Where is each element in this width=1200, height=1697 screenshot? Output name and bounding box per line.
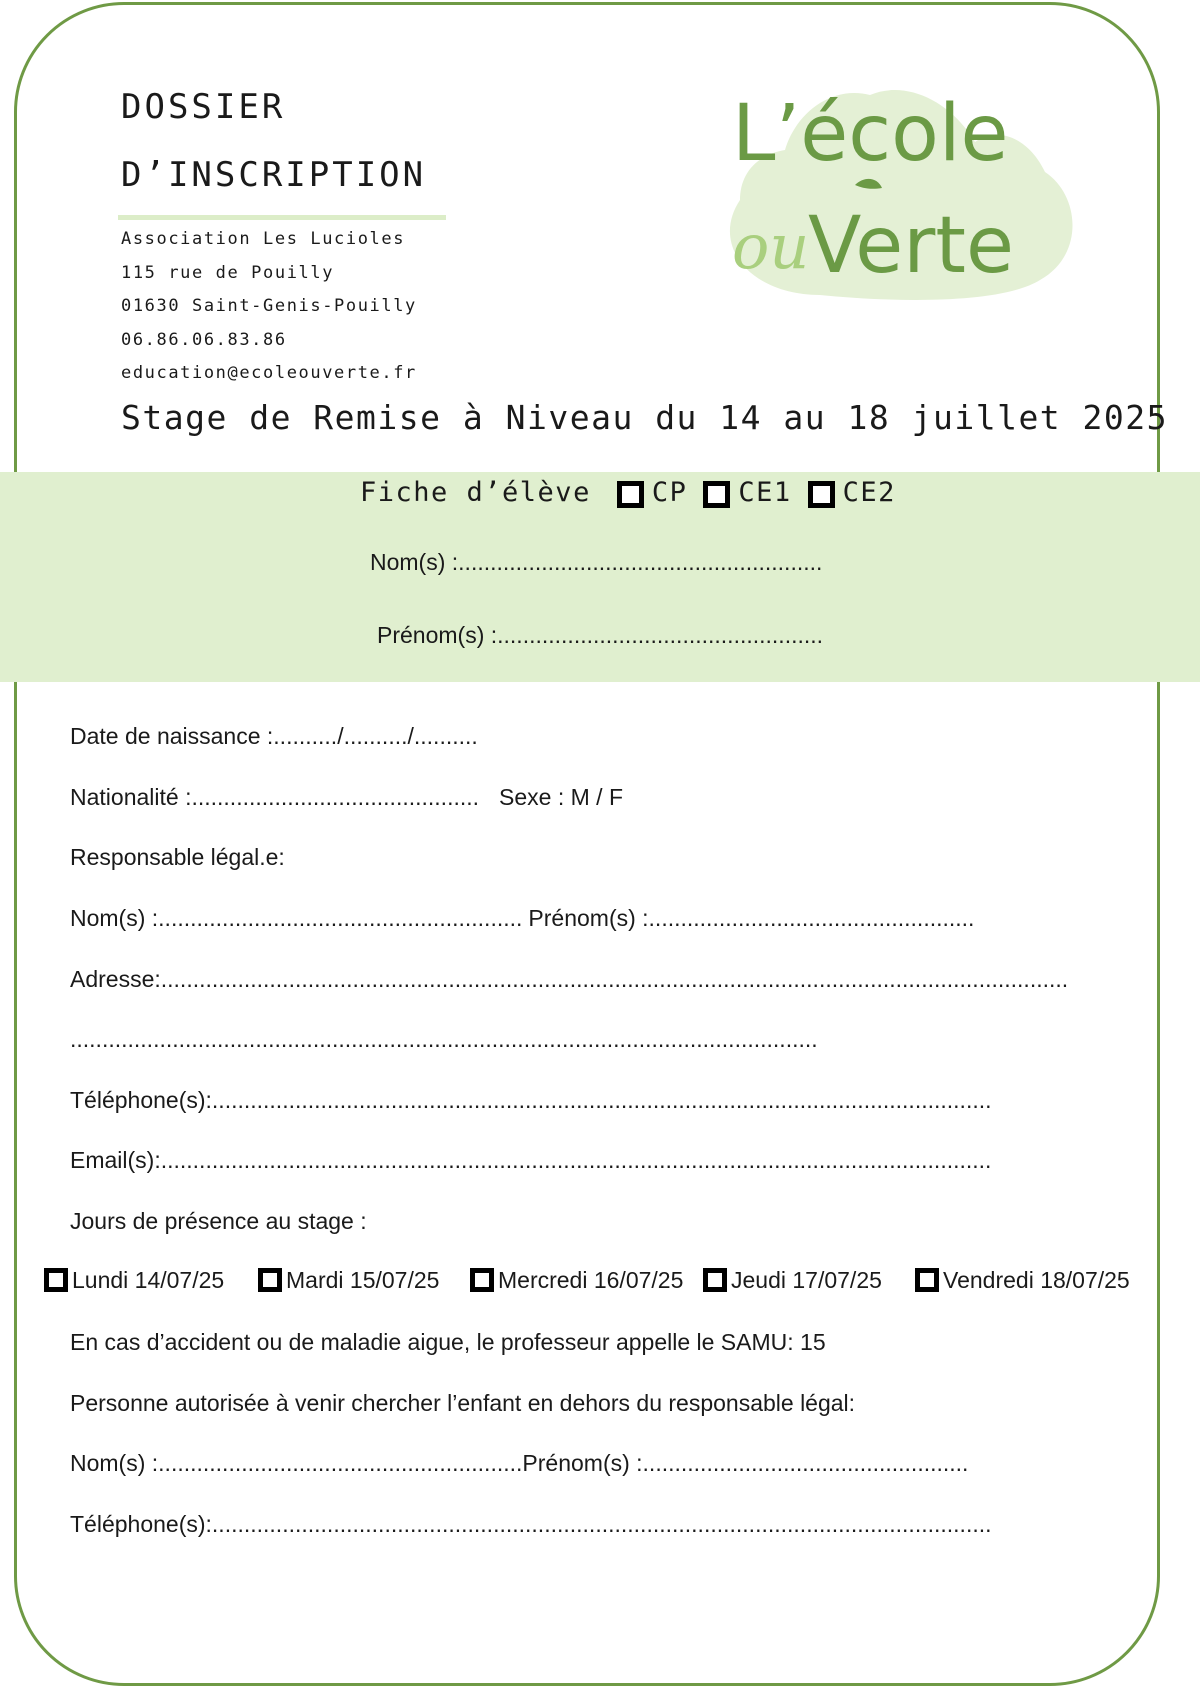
checkbox-ce2[interactable] bbox=[808, 481, 835, 508]
day-vendredi[interactable] bbox=[915, 1266, 1130, 1294]
adresse-field[interactable]: Adresse:.............................................................................................................................................. bbox=[70, 966, 1069, 992]
email-field[interactable]: Email(s):.................................................................................................................................. bbox=[70, 1147, 992, 1173]
contact-city: 01630 Saint-Genis-Pouilly bbox=[121, 296, 417, 316]
day-jeudi-label: Jeudi 17/07/25 bbox=[731, 1267, 882, 1293]
personne-nom-field[interactable]: Nom(s) :......................................................... bbox=[70, 1450, 523, 1476]
title-underline bbox=[118, 215, 446, 220]
day-mercredi[interactable] bbox=[470, 1266, 683, 1294]
checkbox-lundi[interactable] bbox=[44, 1268, 68, 1292]
contact-email: education@ecoleouverte.fr bbox=[121, 363, 417, 383]
logo-ou: ou bbox=[732, 210, 810, 283]
sexe-field[interactable]: Sexe : M / F bbox=[499, 784, 623, 810]
responsable-nom-row bbox=[70, 904, 974, 932]
responsable-heading: Responsable légal.e: bbox=[70, 844, 285, 870]
contact-street: 115 rue de Pouilly bbox=[121, 262, 335, 283]
checkbox-cp[interactable] bbox=[617, 481, 644, 508]
checkbox-mardi[interactable] bbox=[258, 1268, 282, 1292]
option-ce1[interactable] bbox=[703, 477, 791, 508]
stage-title: Stage de Remise à Niveau du 14 au 18 juillet 2025 bbox=[121, 398, 1169, 437]
option-ce1-label: CE1 bbox=[738, 476, 792, 508]
option-cp-label: CP bbox=[651, 476, 688, 508]
accident-notice: En cas d’accident ou de maladie aigue, le professeur appelle le SAMU: 15 bbox=[70, 1329, 826, 1355]
nationalite-field[interactable]: Nationalité :............................................. bbox=[70, 784, 480, 810]
fiche-eleve-row bbox=[360, 474, 912, 510]
day-lundi[interactable] bbox=[44, 1266, 224, 1294]
day-vendredi-label: Vendredi 18/07/25 bbox=[943, 1267, 1130, 1293]
option-cp[interactable] bbox=[617, 477, 688, 508]
adresse-suite-field[interactable]: ..................................................................................................................... bbox=[70, 1026, 818, 1052]
title-line-2: D’INSCRIPTION bbox=[121, 155, 427, 195]
checkbox-jeudi[interactable] bbox=[703, 1268, 727, 1292]
contact-association: Association Les Lucioles bbox=[121, 229, 406, 249]
personne-nom-row bbox=[70, 1449, 968, 1477]
day-lundi-label: Lundi 14/07/25 bbox=[72, 1267, 225, 1293]
option-ce2-label: CE2 bbox=[842, 476, 896, 508]
fiche-label: Fiche d’élève bbox=[360, 476, 591, 508]
eleve-prenom-field[interactable]: Prénom(s) :................................................... bbox=[377, 622, 824, 648]
nationalite-row bbox=[70, 783, 623, 811]
document-title bbox=[121, 82, 426, 218]
title-line-1: DOSSIER bbox=[121, 87, 286, 127]
day-mardi-label: Mardi 15/07/25 bbox=[286, 1267, 440, 1293]
day-mardi[interactable] bbox=[258, 1266, 439, 1294]
checkbox-ce1[interactable] bbox=[703, 481, 730, 508]
ecole-ouverte-logo bbox=[700, 80, 1080, 310]
day-jeudi[interactable] bbox=[703, 1266, 882, 1294]
day-mercredi-label: Mercredi 16/07/25 bbox=[498, 1267, 684, 1293]
date-naissance-field[interactable]: Date de naissance :........../........../.......... bbox=[70, 723, 478, 749]
option-ce2[interactable] bbox=[808, 477, 896, 508]
telephone-field[interactable]: Téléphone(s):.......................................................................................................................... bbox=[70, 1087, 992, 1113]
checkbox-vendredi[interactable] bbox=[915, 1268, 939, 1292]
logo-verte: Verte bbox=[808, 201, 1014, 291]
jours-heading: Jours de présence au stage : bbox=[70, 1208, 367, 1234]
responsable-nom-field[interactable]: Nom(s) :......................................................... bbox=[70, 905, 523, 931]
contact-phone: 06.86.06.83.86 bbox=[121, 329, 287, 350]
contact-block bbox=[121, 226, 417, 394]
checkbox-mercredi[interactable] bbox=[470, 1268, 494, 1292]
personne-telephone-field[interactable]: Téléphone(s):.......................................................................................................................... bbox=[70, 1511, 992, 1537]
logo-line1: L’école bbox=[732, 89, 1009, 179]
responsable-prenom-field[interactable]: Prénom(s) :................................................... bbox=[528, 905, 975, 931]
eleve-nom-field[interactable]: Nom(s) :......................................................... bbox=[370, 549, 823, 575]
personne-prenom-field[interactable]: Prénom(s) :................................................... bbox=[522, 1450, 969, 1476]
personne-autorisee-heading: Personne autorisée à venir chercher l’enfant en dehors du responsable légal: bbox=[70, 1390, 856, 1416]
